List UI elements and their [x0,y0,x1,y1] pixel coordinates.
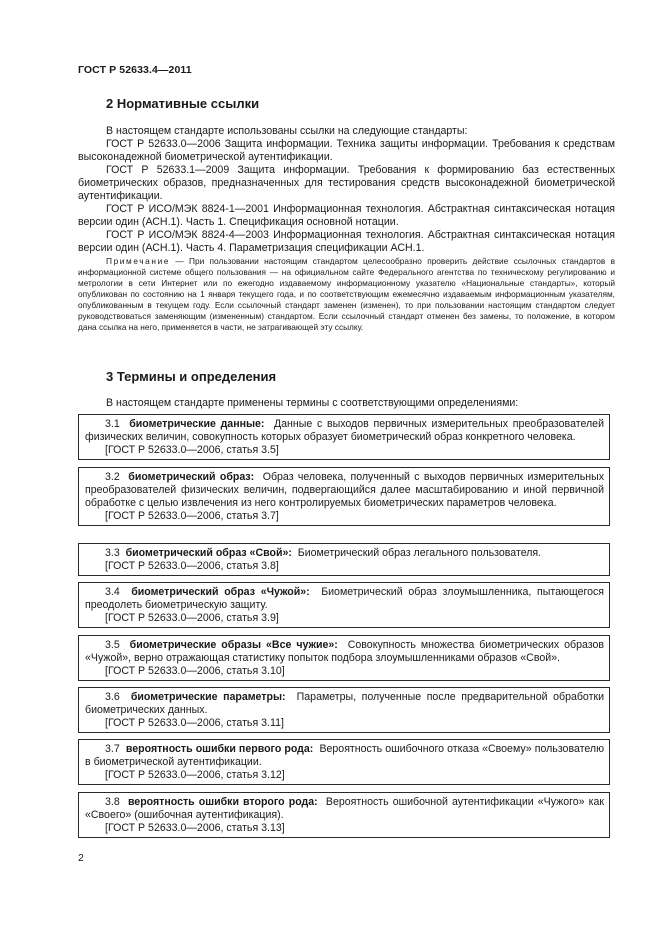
term-box [78,467,610,526]
term-name: вероятность ошибки первого рода: [125,743,314,755]
term-source: [ГОСТ Р 52633.0—2006, статья 3.9] [105,612,279,624]
reference-item: ГОСТ Р 52633.1—2009 Защита информации. Требования к формированию баз естественных биометрических образов, предназначенных для тестирования средств высоконадежной биометрической аутентификации. [78,164,615,202]
term-box [78,543,610,576]
note-label: Примечание [106,256,171,266]
term-number: 3.4 [105,586,120,598]
term-definition: Биометрический образ злоумышленника, пытающегося преодолеть биометрическую защиту. [85,586,605,611]
term-definition: Вероятность ошибочного отказа «Своему» пользователю в биометрической аутентификации. [85,743,605,768]
term-name: биометрические данные: [129,418,265,430]
section-2-body [78,125,615,255]
term-box [78,739,610,785]
reference-item: ГОСТ Р 52633.0—2006 Защита информации. Техника защиты информации. Требования к средствам высоконадежной биометрической аутентификации. [78,138,615,163]
term-definition: Совокупность множества биометрических образов «Чужой», верно отражающая статистику попыток подбора злоумышленниками образов «Свой». [85,639,604,664]
term-number: 3.8 [105,796,120,808]
term-box [78,635,610,681]
reference-item: ГОСТ Р ИСО/МЭК 8824-1—2001 Информационная технология. Абстрактная синтаксическая нотация версии один (АСН.1). Часть 1. Спецификация основной нотации. [78,203,615,228]
term-source: [ГОСТ Р 52633.0—2006, статья 3.7] [105,510,279,522]
term-box [78,792,610,838]
section-3-title: 3 Термины и определения [106,369,277,384]
term-name: биометрический образ «Свой»: [125,547,292,559]
note-text: — При пользовании настоящим стандартом целесообразно проверить действие ссылочных стандартов в информационной системе общего пользования — на официальном сайте Федерального агентства по техническому регулированию и метрологии в сети Интернет или по ежегодно издаваемому информационному указателю «Национальные стандарты», который опубликован по состоянию на 1 января текущего года, и по соответствующим ежемесячно издаваемым информационным указателям, опубликованным в текущем году. Если ссылочный стандарт заменен (изменен), то при пользовании настоящим стандартом следует руководствоваться заменяющим (измененным) стандартом. Если ссылочный стандарт отменен без замены, то положение, в котором дана ссылка на него, применяется в части, не затрагивающей эту ссылку. [78,256,615,332]
reference-note [78,256,615,333]
section-3-intro-text: В настоящем стандарте применены термины с соответствующими определениями: [106,397,519,409]
term-name: биометрические образы «Все чужие»: [129,639,338,651]
section-2-title: 2 Нормативные ссылки [106,96,260,111]
term-number: 3.1 [105,418,120,430]
term-number: 3.2 [105,471,120,483]
term-source: [ГОСТ Р 52633.0—2006, статья 3.13] [105,822,285,834]
term-name: биометрические параметры: [130,691,286,703]
term-name: биометрический образ «Чужой»: [131,586,310,598]
section-2-intro: В настоящем стандарте использованы ссылки на следующие стандарты: [106,125,468,137]
term-box [78,414,610,460]
term-definition: Образ человека, полученный с выходов первичных измерительных преобразователей физических величин, подвергающийся далее масштабированию и иной первичной обработке с целью извлечения из него контролируемых биометрических параметров человека. [85,471,605,509]
term-number: 3.5 [105,639,120,651]
page-number: 2 [78,852,84,864]
term-definition: Данные с выходов первичных измерительных преобразователей физических величин, совокупность которых образует биометрический образ конкретного человека. [85,418,604,443]
reference-item: ГОСТ Р ИСО/МЭК 8824-4—2003 Информационная технология. Абстрактная синтаксическая нотация версии один (АСН.1). Часть 4. Параметризация спецификации АСН.1. [78,229,615,254]
term-name: биометрический образ: [128,471,255,483]
term-source: [ГОСТ Р 52633.0—2006, статья 3.10] [105,665,285,677]
term-source: [ГОСТ Р 52633.0—2006, статья 3.12] [105,769,285,781]
term-name: вероятность ошибки второго рода: [127,796,318,808]
term-box [78,687,610,733]
term-number: 3.6 [105,691,120,703]
term-source: [ГОСТ Р 52633.0—2006, статья 3.8] [105,560,279,572]
term-box [78,582,610,628]
term-source: [ГОСТ Р 52633.0—2006, статья 3.11] [105,717,284,729]
term-definition: Вероятность ошибочной аутентификации «Чужого» как «Своего» (ошибочная аутентификация). [85,796,604,821]
document-header: ГОСТ Р 52633.4—2011 [78,64,192,76]
term-number: 3.7 [105,743,120,755]
section-3-intro [78,397,615,410]
term-definition: Биометрический образ легального пользователя. [297,547,542,559]
term-number: 3.3 [105,547,120,559]
term-source: [ГОСТ Р 52633.0—2006, статья 3.5] [105,444,279,456]
term-definition: Параметры, полученные после предварительной обработки биометрических данных. [85,691,604,716]
